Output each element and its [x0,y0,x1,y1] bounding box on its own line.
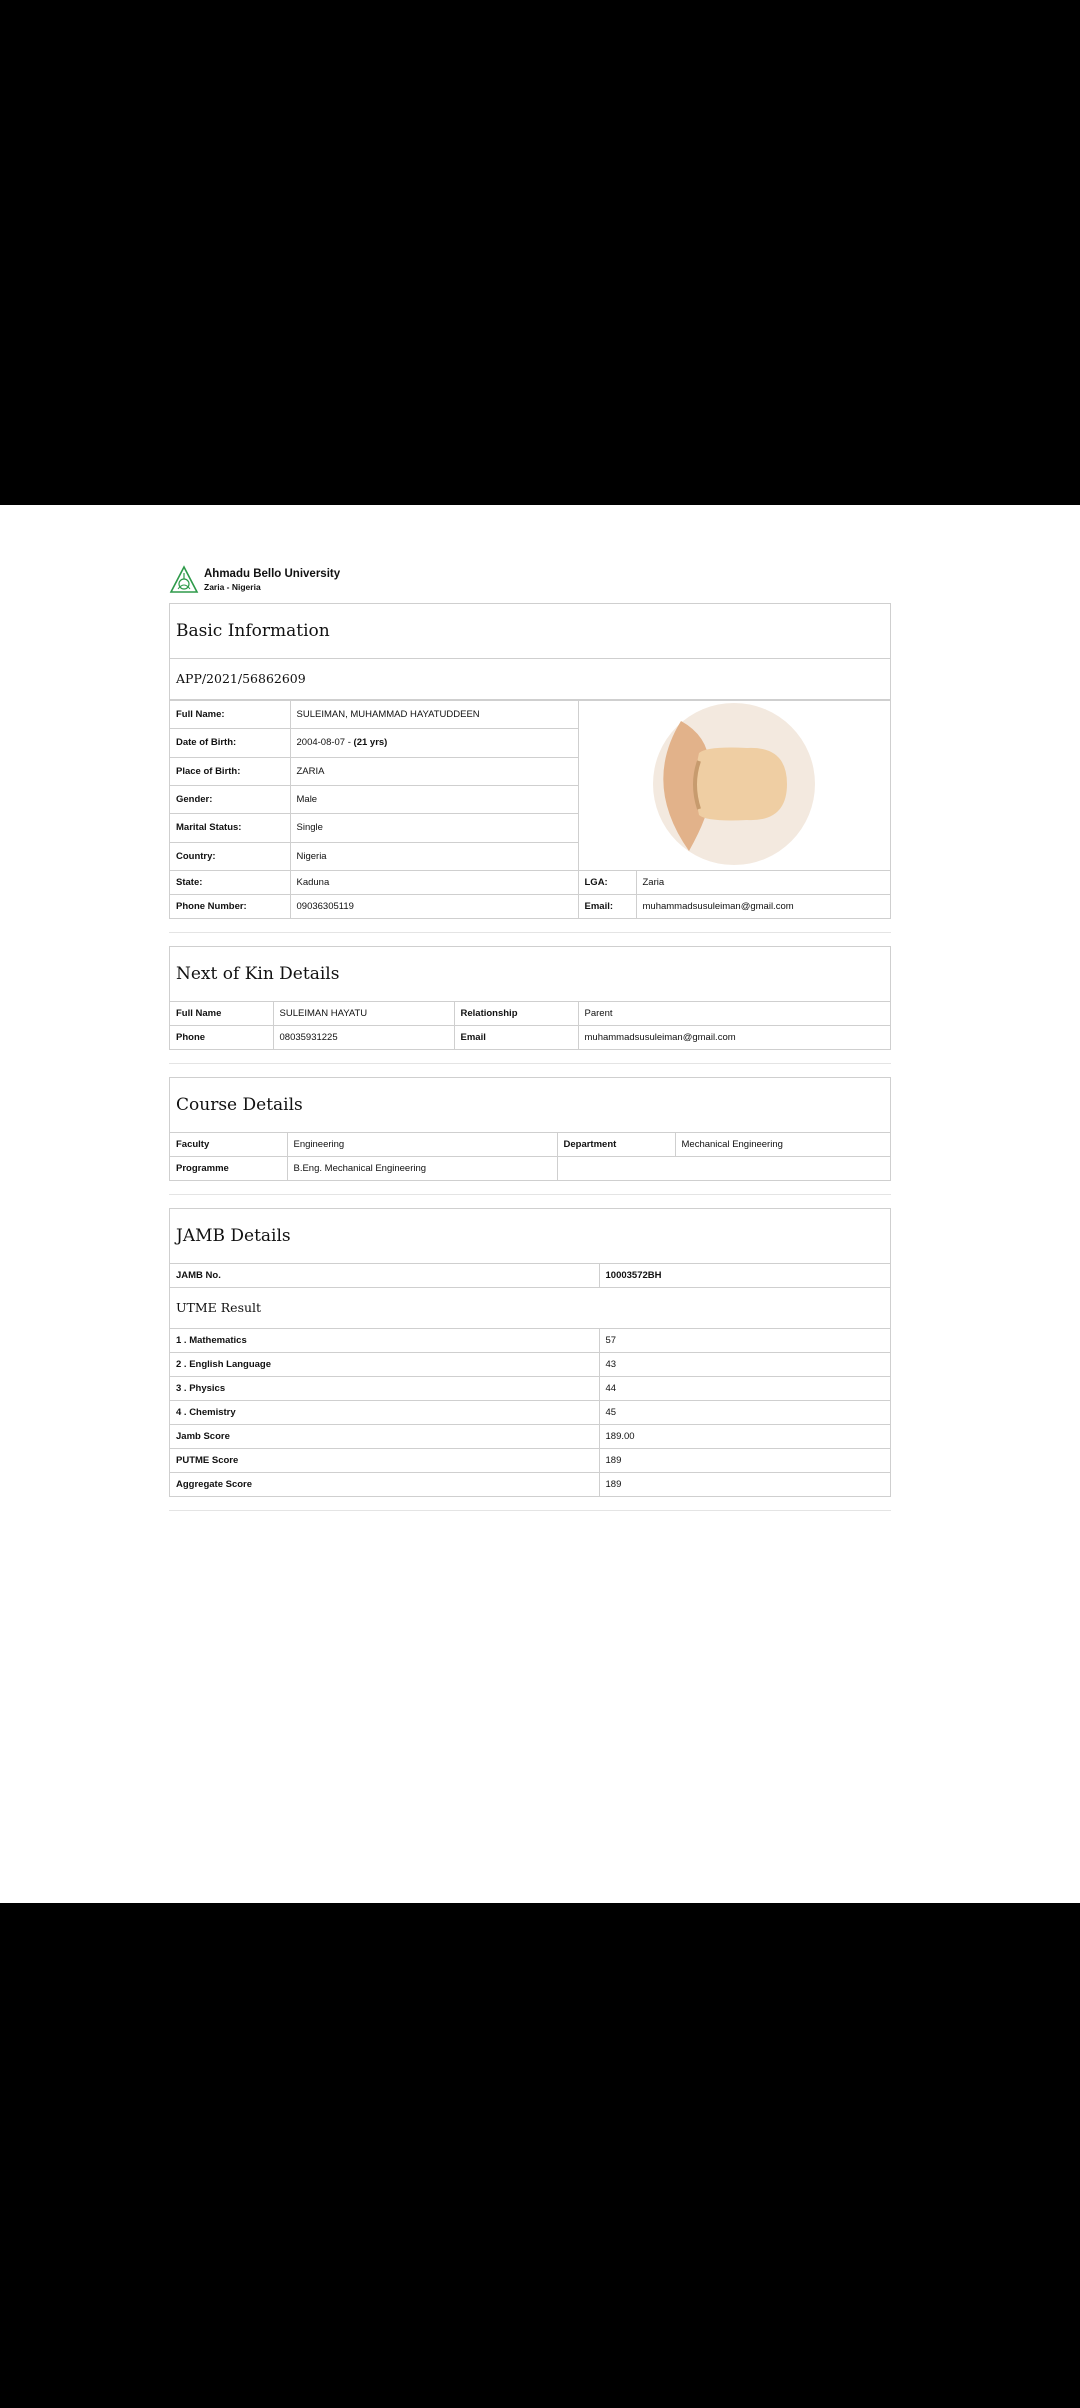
result-label: 3 . Physics [170,1377,599,1401]
programme-label: Programme [170,1157,287,1181]
basic-information-title: Basic Information [170,604,890,659]
kin-relationship-label: Relationship [454,1002,578,1026]
result-value: 189.00 [599,1425,890,1449]
programme-value: B.Eng. Mechanical Engineering [287,1157,557,1181]
department-value: Mechanical Engineering [675,1133,890,1157]
utme-result-table [170,1329,890,1496]
application-number: APP/2021/56862609 [170,659,890,700]
state-value: Kaduna [290,871,578,895]
marital-status-label: Marital Status: [170,814,290,842]
country-label: Country: [170,842,290,870]
next-of-kin-card [169,946,891,1050]
university-location: Zaria - Nigeria [204,582,261,592]
result-label: PUTME Score [170,1449,599,1473]
basic-information-table [170,700,890,918]
result-label: 1 . Mathematics [170,1329,599,1353]
empty-cell [557,1157,890,1181]
next-of-kin-title: Next of Kin Details [170,947,890,1002]
place-of-birth-label: Place of Birth: [170,757,290,785]
full-name-label: Full Name: [170,701,290,729]
email-label: Email: [578,895,636,919]
kin-email-label: Email [454,1026,578,1050]
document-page [0,505,1080,1903]
dob-date: 2004-08-07 - [296,737,351,749]
university-header [169,563,891,597]
dob-age: (21 yrs) [353,737,388,749]
section-divider [169,1497,891,1511]
section-divider [169,1181,891,1195]
result-row [170,1473,890,1497]
kin-relationship-value: Parent [578,1002,890,1026]
result-value: 189 [599,1473,890,1497]
jamb-number-value: 10003572BH [599,1264,890,1288]
basic-information-card [169,603,891,919]
department-label: Department [557,1133,675,1157]
result-row [170,1329,890,1353]
jamb-number-table [170,1264,890,1288]
course-details-table [170,1133,890,1180]
section-divider [169,919,891,933]
place-of-birth-value: ZARIA [290,757,578,785]
email-value: muhammadsusuleiman@gmail.com [636,895,890,919]
university-name: Ahmadu Bello University [204,568,341,580]
result-row [170,1425,890,1449]
gender-label: Gender: [170,785,290,813]
result-row [170,1401,890,1425]
faculty-value: Engineering [287,1133,557,1157]
result-label: 2 . English Language [170,1353,599,1377]
jamb-number-label: JAMB No. [170,1264,599,1288]
country-value: Nigeria [290,842,578,870]
jamb-details-card [169,1208,891,1497]
phone-number-value: 09036305119 [290,895,578,919]
admission-form [169,563,891,1524]
result-value: 44 [599,1377,890,1401]
result-value: 43 [599,1353,890,1377]
full-name-value: SULEIMAN, MUHAMMAD HAYATUDDEEN [290,701,578,729]
next-of-kin-table [170,1002,890,1049]
jamb-details-title: JAMB Details [170,1209,890,1264]
state-label: State: [170,871,290,895]
result-label: 4 . Chemistry [170,1401,599,1425]
dob-value [290,729,578,757]
course-details-card [169,1077,891,1181]
lga-label: LGA: [578,871,636,895]
kin-email-value: muhammadsusuleiman@gmail.com [578,1026,890,1050]
result-value: 45 [599,1401,890,1425]
dob-label: Date of Birth: [170,729,290,757]
result-row [170,1377,890,1401]
lga-value: Zaria [636,871,890,895]
result-value: 57 [599,1329,890,1353]
course-details-title: Course Details [170,1078,890,1133]
kin-phone-label: Phone [170,1026,273,1050]
faculty-label: Faculty [170,1133,287,1157]
result-row [170,1449,890,1473]
kin-phone-value: 08035931225 [273,1026,454,1050]
result-value: 189 [599,1449,890,1473]
kin-full-name-label: Full Name [170,1002,273,1026]
result-label: Jamb Score [170,1425,599,1449]
section-divider [169,1050,891,1064]
gender-value: Male [290,785,578,813]
kin-full-name-value: SULEIMAN HAYATU [273,1002,454,1026]
passport-photo [647,701,822,867]
phone-number-label: Phone Number: [170,895,290,919]
university-logo-icon [169,565,199,595]
utme-result-title: UTME Result [170,1288,890,1329]
marital-status-value: Single [290,814,578,842]
result-row [170,1353,890,1377]
passport-photo-cell [578,701,890,871]
result-label: Aggregate Score [170,1473,599,1497]
